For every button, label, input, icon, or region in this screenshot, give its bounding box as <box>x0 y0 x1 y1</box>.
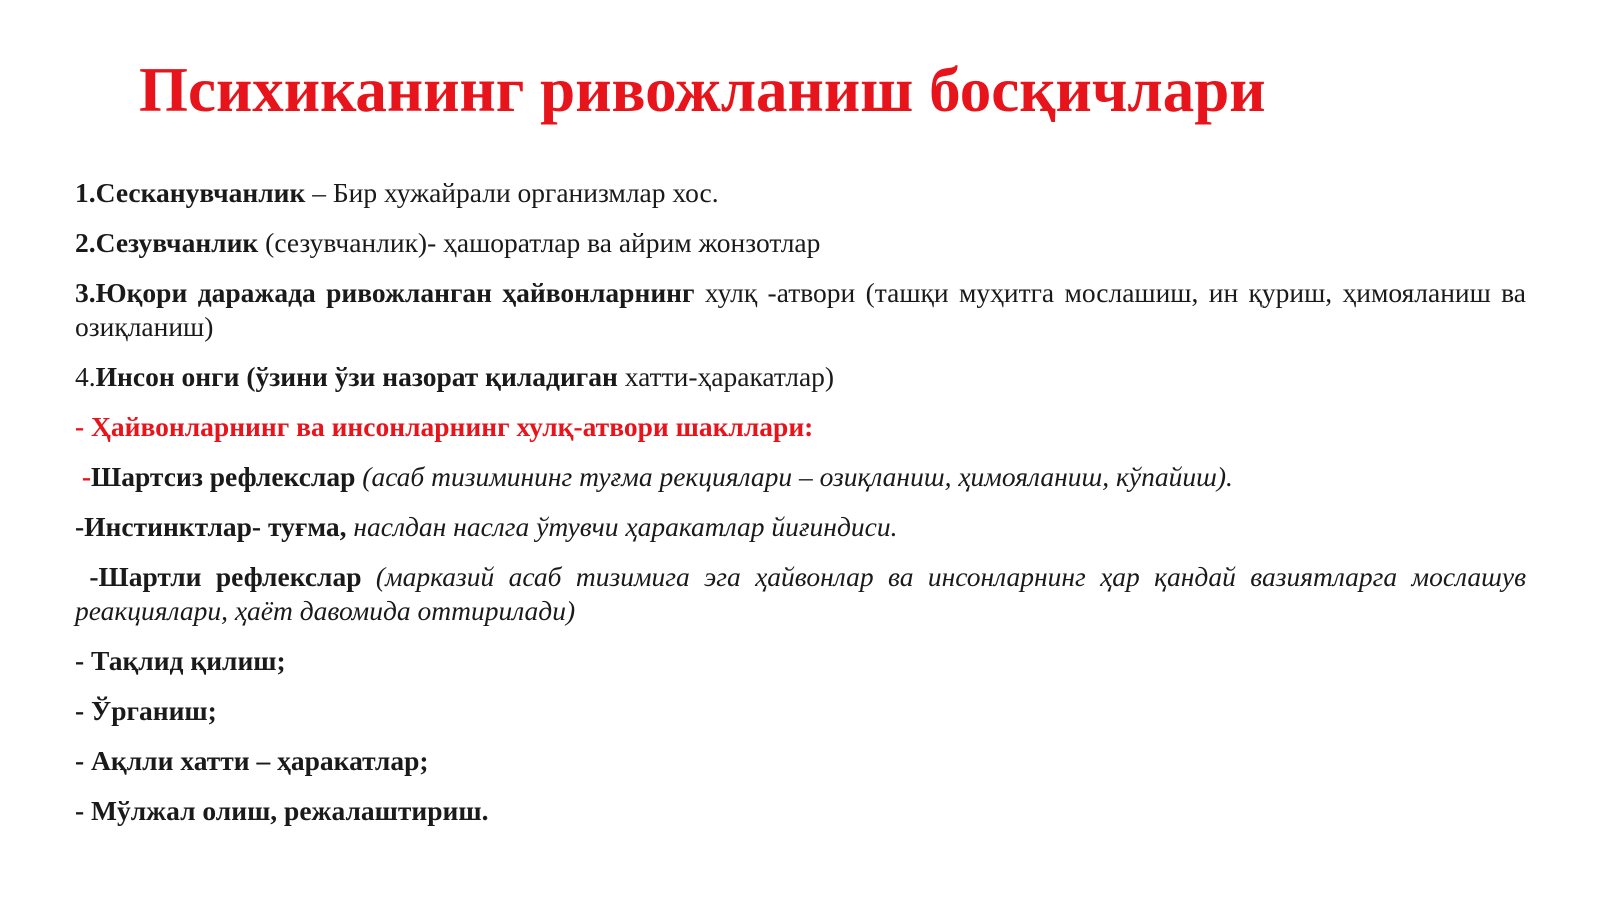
item-dash: - <box>81 461 92 492</box>
list-item-unconditioned-reflexes <box>75 460 1526 494</box>
item-description: (асаб тизимининг туғма рекциялари – озиқланиш, ҳимояланиш, кўпайиш). <box>355 461 1233 492</box>
item-term: 1.Сесканувчанлик <box>75 177 306 208</box>
item-description: (сезувчанлик)- ҳашоратлар ва айрим жонзотлар <box>258 227 821 258</box>
section-heading-behavior-forms: - Ҳайвонларнинг ва инсонларнинг хулқ-атвори шакллари: <box>75 411 814 442</box>
list-item-human-consciousness <box>75 360 1526 394</box>
list-item-learning: - Ўрганиш; <box>75 695 217 726</box>
item-term: Шартсиз рефлекслар <box>91 461 356 492</box>
item-description: – Бир хужайрали организмлар хос. <box>305 177 719 208</box>
item-number: 4. <box>75 361 96 392</box>
list-item-conditioned-reflexes <box>75 560 1526 628</box>
item-term: 2.Сезувчанлик <box>75 227 259 258</box>
list-item-imitation: - Тақлид қилиш; <box>75 645 286 676</box>
item-description: (марказий асаб тизимига эга ҳайвонлар ва инсонларнинг ҳар қандай вазиятларга мослашув реакциялари, ҳаёт давомида оттирилади) <box>75 561 1527 626</box>
item-indent <box>75 461 82 492</box>
slide-title: Психиканинг ривожланиш босқичлари <box>139 55 1266 125</box>
item-term: Инсон онги (ўзини ўзи назорат қиладиган <box>95 361 618 392</box>
list-item-instincts <box>75 510 1526 544</box>
item-description: хулқ -атвори (ташқи муҳитга мослашиш, ин қуриш, ҳимояланиш ва озиқланиш) <box>75 277 1526 342</box>
list-item-sensitivity <box>75 226 1526 260</box>
slide-content <box>75 176 1526 828</box>
item-description: хатти-ҳаракатлар) <box>617 361 835 392</box>
item-description: наслдан наслга ўтувчи ҳаракатлар йиғиндиси. <box>346 511 898 542</box>
item-term: -Шартли рефлекслар <box>75 561 362 592</box>
list-item-higher-animals <box>75 276 1526 344</box>
item-term: -Инстинктлар- туғма, <box>75 511 347 542</box>
list-item-intelligent-actions: - Ақлли хатти – ҳаракатлар; <box>75 745 429 776</box>
item-term: 3.Юқори даражада ривожланган ҳайвонларнинг <box>75 277 695 308</box>
list-item-irritability <box>75 176 1526 210</box>
list-item-planning: - Мўлжал олиш, режалаштириш. <box>75 795 489 826</box>
